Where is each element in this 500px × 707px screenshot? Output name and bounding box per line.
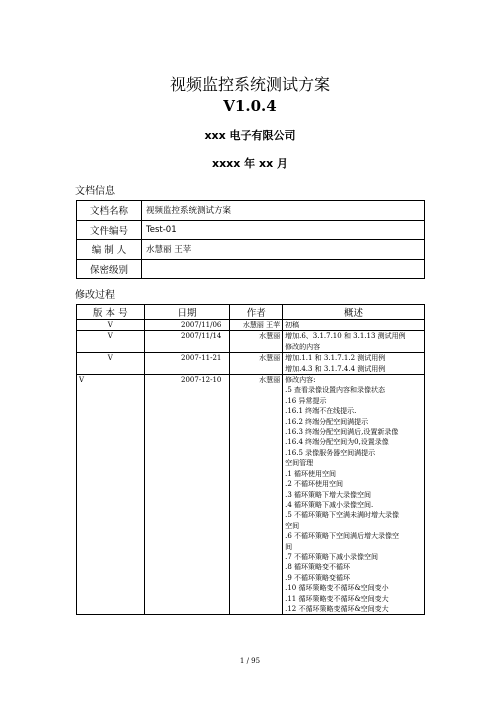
- info-value: 视频监控系统测试方案: [142, 201, 425, 221]
- summary-line: 空间管理: [285, 459, 314, 468]
- column-header-date: 日期: [144, 305, 230, 320]
- revision-header-row: [77, 305, 425, 320]
- summary-line: 修改内容:: [285, 376, 316, 385]
- summary-line: .5 查看录像设置内容和录像状态: [285, 386, 385, 395]
- info-row: [77, 220, 425, 240]
- info-label: 编 制 人: [77, 240, 142, 260]
- summary-line: .9 不循环策略变循环: [285, 573, 350, 582]
- revision-row: [77, 331, 425, 353]
- document-title: 视频监控系统测试方案: [169, 75, 330, 94]
- info-value: 水慧丽 王苹: [142, 240, 425, 260]
- revision-row: [77, 375, 425, 615]
- revision-date: 2007/11/14: [144, 331, 230, 353]
- revision-history-table: [76, 304, 425, 615]
- summary-line: .6 不循环策略下空间满后增大录像空: [285, 532, 399, 541]
- info-label: 文档名称: [77, 201, 142, 221]
- revision-version: V: [77, 331, 145, 353]
- summary-line: .16.1 终端不在线提示.: [285, 407, 357, 416]
- summary-line: 空间: [285, 521, 300, 530]
- document-info-table: [76, 200, 425, 279]
- info-value: [142, 259, 425, 279]
- revision-author: 水慧丽: [230, 375, 283, 615]
- revision-rows: [77, 320, 425, 615]
- info-value: Test-01: [142, 220, 425, 240]
- summary-line: .11 循环策略变不循环&空间变大: [285, 594, 389, 603]
- revision-version: V: [77, 320, 145, 331]
- revision-section-heading: 修改过程: [75, 290, 115, 301]
- summary-line: .3 循环策略下增大录像空间: [285, 490, 371, 499]
- summary-line: .2 不循环使用空间: [285, 480, 343, 489]
- column-header-author: 作者: [230, 305, 283, 320]
- revision-summary: [283, 320, 425, 331]
- summary-line: .7 不循环策略下减小录像空间: [285, 552, 378, 561]
- revision-row: [77, 353, 425, 375]
- revision-summary: [283, 331, 425, 353]
- summary-line: .10 循环策略变不循环&空间变小: [285, 584, 389, 593]
- summary-line: .16 异常提示: [285, 396, 327, 405]
- document-date: xxxx 年 xx 月: [211, 157, 289, 170]
- summary-line: 初稿: [285, 321, 300, 329]
- company-name: xxx 电子有限公司: [204, 129, 296, 142]
- summary-line: 增加.4.3 和 3.1.7.4.4 测试用例: [285, 364, 386, 373]
- summary-line: 增加.1.1 和 3.1.7.1.2 测试用例: [285, 354, 386, 363]
- summary-line: 修改的内容: [285, 342, 321, 351]
- revision-author: 水慧丽 王苹: [230, 320, 283, 331]
- document-version: V1.0.4: [223, 97, 277, 115]
- revision-summary: [283, 353, 425, 375]
- revision-date: 2007-12-10: [144, 375, 230, 615]
- info-label: 文件编号: [77, 220, 142, 240]
- summary-line: .5 不循环策略下空满未满时增大录像: [285, 511, 399, 520]
- revision-version: V: [77, 353, 145, 375]
- revision-summary: [283, 375, 425, 615]
- info-label: 保密级别: [77, 259, 142, 279]
- revision-version: V: [77, 375, 145, 615]
- info-section-heading: 文档信息: [75, 186, 115, 197]
- summary-line: 间: [285, 542, 293, 551]
- revision-row: [77, 320, 425, 331]
- summary-line: .16.5 录像服务器空间满提示: [285, 448, 376, 457]
- info-row: [77, 259, 425, 279]
- summary-line: .4 循环策略下减小录像空间.: [285, 500, 374, 509]
- summary-line: .16.4 终端分配空间为0,设置录像: [285, 438, 389, 447]
- revision-date: 2007/11/06: [144, 320, 230, 331]
- summary-line: .1 循环使用空间: [285, 469, 336, 478]
- column-header-version: 版 本 号: [77, 305, 145, 320]
- summary-line: .16.3 终端分配空间满后,设置新录像: [285, 428, 399, 437]
- revision-author: 水慧丽: [230, 331, 283, 353]
- info-row: [77, 240, 425, 260]
- column-header-summary: 概述: [283, 305, 425, 320]
- revision-author: 水慧丽: [230, 353, 283, 375]
- summary-line: .8 循环策略变不循环: [285, 563, 350, 572]
- page-number: 1 / 95: [239, 657, 261, 665]
- info-row: [77, 201, 425, 221]
- summary-line: .12 不循环策略变循环&空间变大: [285, 604, 389, 613]
- summary-line: 增加.6、3.1.7.10 和 3.1.13 测试用例: [285, 332, 406, 341]
- summary-line: .16.2 终端分配空间满提示: [285, 417, 369, 426]
- revision-date: 2007-11-21: [144, 353, 230, 375]
